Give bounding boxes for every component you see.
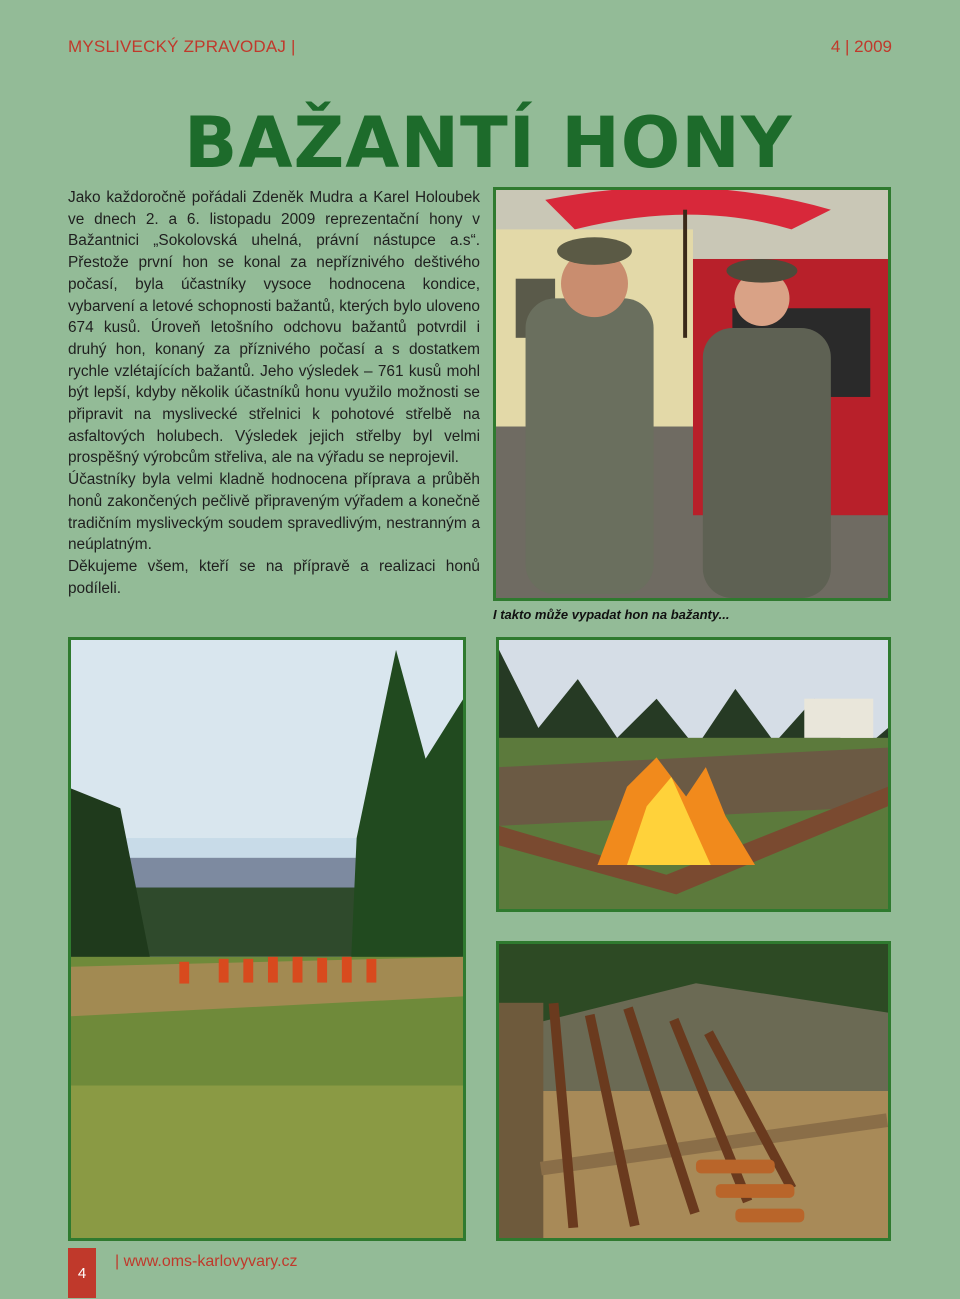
photo-caption: I takto může vypadat hon na bažanty... [493,607,730,622]
article-body [68,187,480,599]
article-title: BAŽANTÍ HONY [184,102,793,184]
photo-shotguns-rack [496,941,891,1241]
article-paragraph: Účastníky byla velmi kladně hodnocena příprava a průběh honů zakončených pečlivě připraveným výřadem a konečně tradičním mysliveckým soudem spravedlivým, nestranným a neúplatným. [68,471,480,554]
article-paragraph: Děkujeme všem, kteří se na přípravě a realizaci honů podíleli. [68,557,480,597]
photo-bonfire-vyrad [496,637,891,912]
footer-website-link[interactable]: | www.oms-karlovyvary.cz [115,1253,298,1270]
header-magazine-name: MYSLIVECKÝ ZPRAVODAJ | [68,37,296,56]
photo-hunters-field [68,637,466,1241]
photo-hunters-umbrella [493,187,891,601]
header-issue: 4 | 2009 [830,37,892,56]
page-number: 4 [68,1248,96,1298]
article-paragraph: Jako každoročně pořádali Zdeněk Mudra a Karel Holoubek ve dnech 2. a 6. listopadu 2009 reprezentační hony v Bažantnici „Sokolovská uhelná, právní nástupce a.s“. Přestože první hon se konal za nepříznivého deštivého počasí, byla účastníky vysoce hodnocena kondice, vybarvení a letové schopnosti bažantů, kterých bylo uloveno 674 kusů. Úroveň letošního odchovu bažantů potvrdil i druhý hon, konaný za příznivého počasí a s dostatkem rychle vzlétajících bažantů. Jeho výsledek – 761 kusů mohl být lepší, kdyby několik účastníků honu využilo možnosti se připravit na myslivecké střelnici k pohotové střelbě na asfaltových holubech. Výsledek jejich střelby byl velmi prospěšný výrobcům střeliva, ale na výřadu se neprojevil. [68,189,480,467]
